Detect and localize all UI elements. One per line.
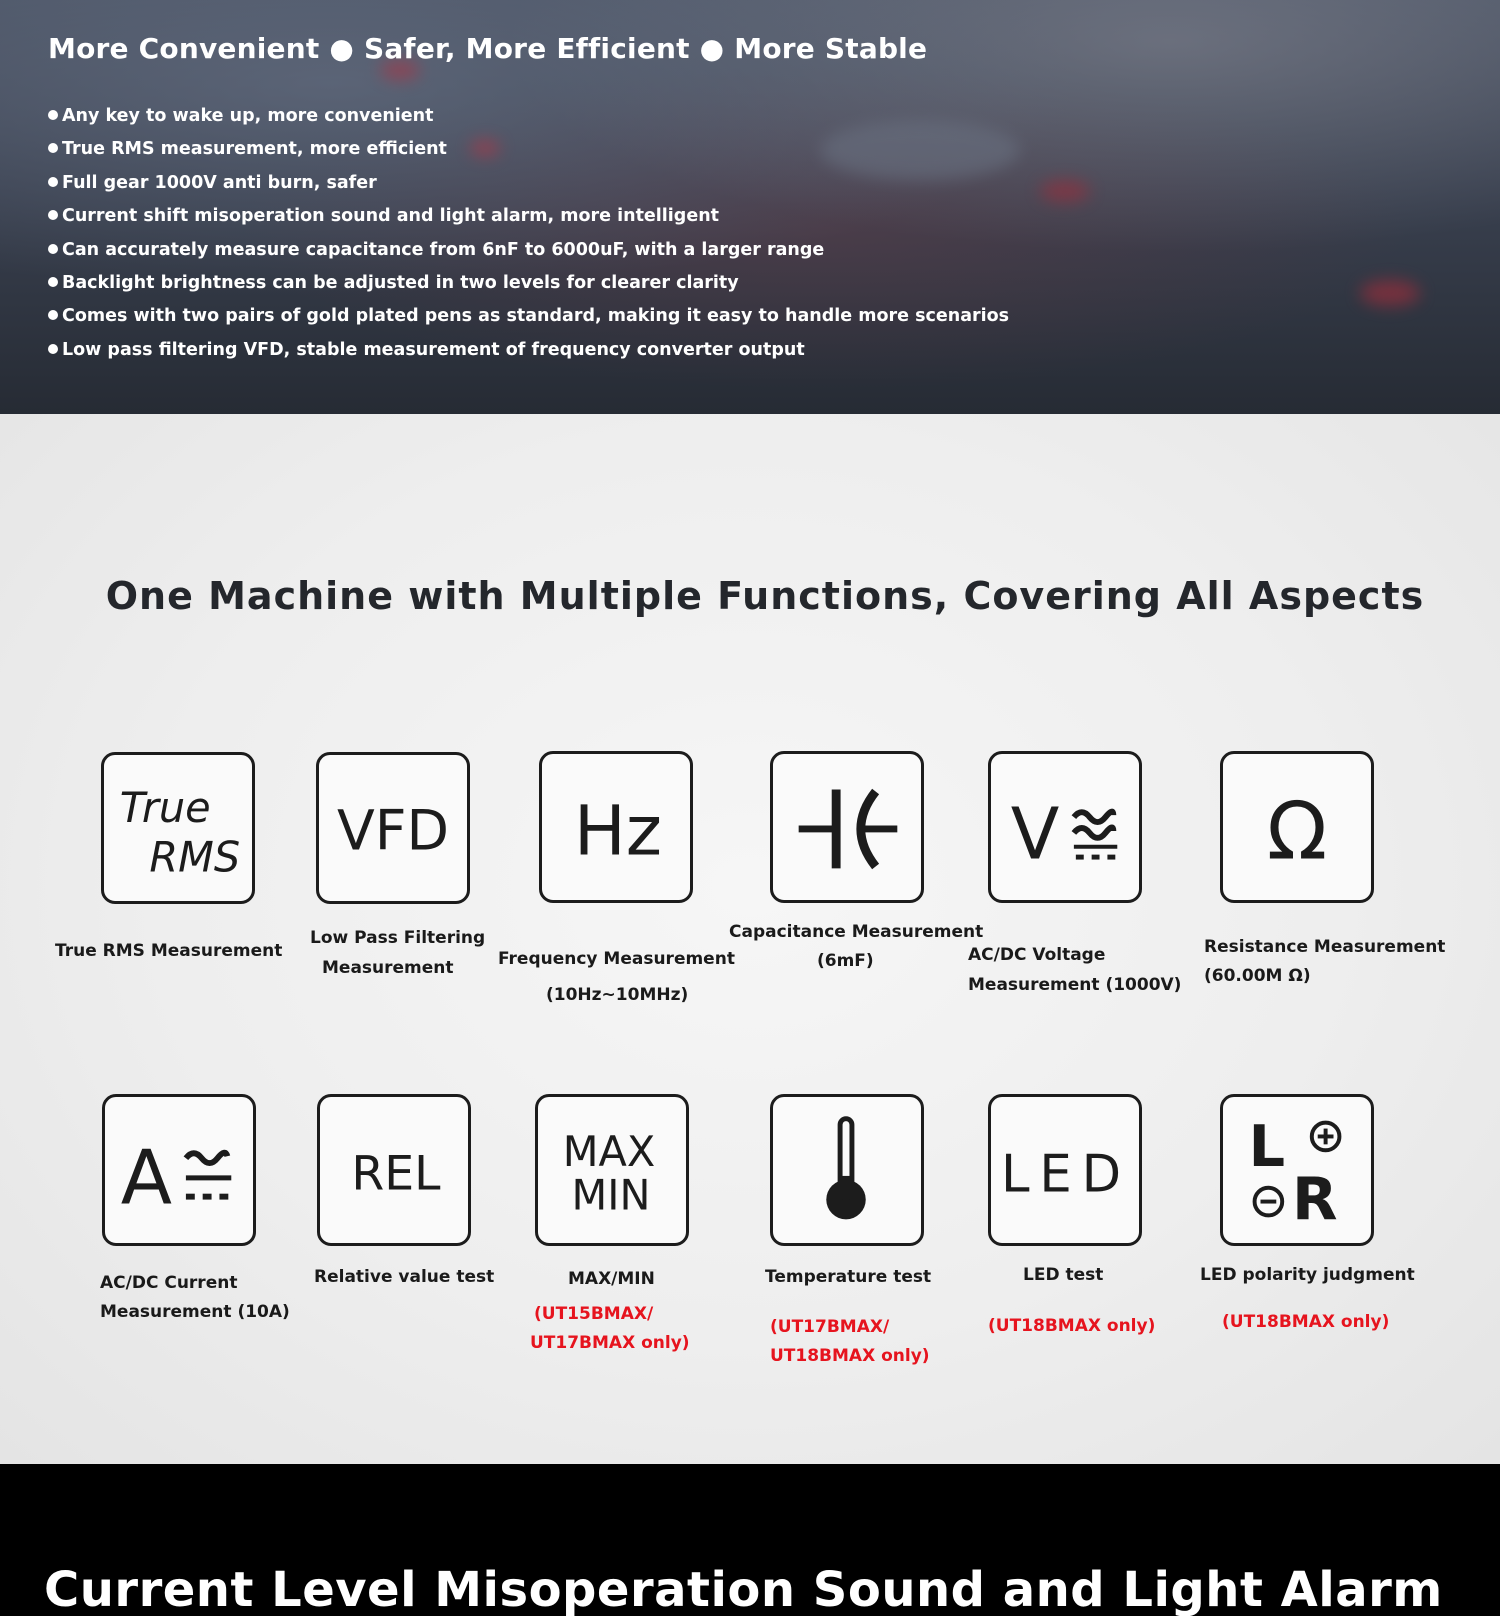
function-label: (60.00M Ω) [1204, 966, 1311, 986]
true-rms-icon [101, 752, 255, 904]
list-item: Current shift misoperation sound and light alarm, more intelligent [48, 204, 1009, 237]
hero-title: More Convenient ● Safer, More Efficient ● More Stable [48, 32, 928, 65]
ohm-icon [1220, 751, 1374, 903]
bullet-icon [48, 210, 58, 220]
svg-text:R: R [1292, 1164, 1338, 1234]
thermometer-icon [770, 1094, 924, 1246]
led-icon [988, 1094, 1142, 1246]
feature-list [48, 104, 1009, 371]
svg-text:LED: LED [1000, 1144, 1132, 1205]
function-label: AC/DC Current [100, 1273, 238, 1293]
capacitor-icon [770, 751, 924, 903]
vfd-icon [316, 752, 470, 904]
function-label: (6mF) [817, 951, 874, 971]
list-item: Low pass filtering VFD, stable measurement of frequency converter output [48, 338, 1009, 371]
list-item: Comes with two pairs of gold plated pens as standard, making it easy to handle more scenarios [48, 304, 1009, 337]
max-min-icon [535, 1094, 689, 1246]
bullet-icon [48, 277, 58, 287]
background-blur [1040, 180, 1090, 202]
list-item: True RMS measurement, more efficient [48, 137, 1009, 170]
function-label: Measurement [322, 958, 454, 978]
svg-text:Hz: Hz [573, 791, 663, 872]
list-item: Backlight brightness can be adjusted in two levels for clearer clarity [48, 271, 1009, 304]
function-label: Relative value test [314, 1267, 495, 1287]
model-note: UT17BMAX only) [530, 1333, 690, 1353]
function-label: Measurement (1000V) [968, 975, 1182, 995]
bullet-icon [48, 177, 58, 187]
section-title: One Machine with Multiple Functions, Covering All Aspects [105, 574, 1425, 618]
function-label: Temperature test [765, 1267, 932, 1287]
model-note: (UT18BMAX only) [1222, 1312, 1390, 1332]
list-item: Full gear 1000V anti burn, safer [48, 171, 1009, 204]
function-label: Capacitance Measurement [729, 922, 984, 942]
model-note: (UT17BMAX/ [770, 1317, 890, 1337]
svg-text:V: V [1010, 792, 1060, 876]
model-note: (UT18BMAX only) [988, 1316, 1156, 1336]
alarm-title: Current Level Misoperation Sound and Light Alarm [44, 1562, 1443, 1618]
bullet-icon [48, 110, 58, 120]
function-label: LED test [1023, 1265, 1104, 1285]
rel-icon [317, 1094, 471, 1246]
svg-text:Ω: Ω [1266, 785, 1328, 878]
function-label: LED polarity judgment [1200, 1265, 1415, 1285]
bullet-icon [48, 244, 58, 254]
background-blur [1360, 280, 1420, 306]
hero-banner [0, 0, 1500, 414]
function-label: Resistance Measurement [1204, 937, 1446, 957]
led-polarity-icon [1220, 1094, 1374, 1246]
svg-text:MIN: MIN [571, 1171, 651, 1220]
svg-text:A: A [120, 1133, 173, 1222]
svg-text:VFD: VFD [336, 799, 450, 864]
alarm-banner [0, 1464, 1500, 1616]
bullet-icon [48, 344, 58, 354]
svg-text:MAX: MAX [562, 1128, 656, 1177]
function-label: (10Hz~10MHz) [546, 985, 689, 1005]
function-label: AC/DC Voltage [968, 945, 1106, 965]
ac-dc-voltage-icon [988, 751, 1142, 903]
list-item: Can accurately measure capacitance from 6nF to 6000uF, with a larger range [48, 238, 1009, 271]
list-item: Any key to wake up, more convenient [48, 104, 1009, 137]
function-label: Low Pass Filtering [310, 928, 486, 948]
svg-text:REL: REL [351, 1146, 441, 1202]
function-label: Frequency Measurement [498, 949, 735, 969]
hz-icon [539, 751, 693, 903]
function-label: Measurement (10A) [100, 1302, 290, 1322]
function-label: True RMS Measurement [55, 941, 283, 961]
model-note: (UT15BMAX/ [534, 1304, 654, 1324]
ac-dc-current-icon [102, 1094, 256, 1246]
function-label: MAX/MIN [568, 1269, 655, 1289]
bullet-icon [48, 310, 58, 320]
svg-text:True: True [119, 784, 211, 833]
svg-text:RMS: RMS [149, 833, 241, 882]
model-note: UT18BMAX only) [770, 1346, 930, 1366]
svg-text:L: L [1248, 1114, 1286, 1181]
functions-section [0, 414, 1500, 1464]
bullet-icon [48, 143, 58, 153]
